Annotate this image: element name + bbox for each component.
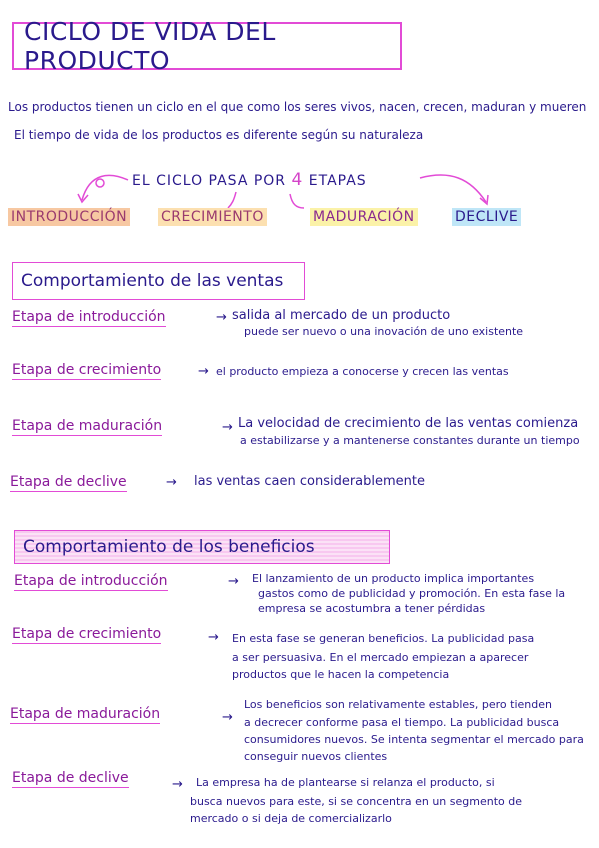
arrow-right-icon: → [222,710,233,725]
arrow-right-icon: → [166,475,177,490]
arrow-right-icon: → [198,364,209,379]
cycle-sentence [132,170,367,190]
arrow-right-icon: → [228,574,239,589]
intro-line-2: El tiempo de vida de los productos es diferente según su naturaleza [14,128,424,142]
profit-desc-declive-3: mercado o si deja de comercializarlo [190,812,392,825]
profit-desc-introduccion-3: empresa se acostumbra a tener pérdidas [258,602,486,615]
sales-label-introduccion: Etapa de introducción [12,309,166,325]
profit-desc-maduracion-3: consumidores nuevos. Se intenta segmentar el mercado para [244,733,584,746]
sales-label-maduracion: Etapa de maduración [12,418,163,434]
profit-heading: Comportamiento de los beneficios [14,530,390,564]
sales-desc-declive-1: las ventas caen considerablemente [194,474,426,489]
sales-desc-crecimiento-1: el producto empieza a conocerse y crecen las ventas [216,365,509,378]
profit-desc-maduracion-2: a decrecer conforme pasa el tiempo. La publicidad busca [244,716,560,729]
page-title: CICLO DE VIDA DEL PRODUCTO [24,17,276,75]
sales-label-declive: Etapa de declive [10,474,127,490]
profit-label-introduccion: Etapa de introducción [14,573,168,589]
arrow-right-icon: → [216,310,227,325]
profit-desc-declive-1: La empresa ha de plantearse si relanza el producto, si [196,776,495,789]
profit-label-declive: Etapa de declive [12,770,129,786]
intro-line-1: Los productos tienen un ciclo en el que como los seres vivos, nacen, crecen, maduran y mueren [8,100,587,114]
stage-declive: DECLIVE [452,208,521,226]
sales-desc-introduccion-1: salida al mercado de un producto [232,308,451,323]
cycle-text-after: ETAPAS [308,173,367,189]
sales-heading: Comportamiento de las ventas [12,262,305,300]
profit-desc-maduracion-4: conseguir nuevos clientes [244,750,388,763]
arrow-right-icon: → [172,777,183,792]
profit-desc-crecimiento-1: En esta fase se generan beneficios. La publicidad pasa [232,632,535,645]
profit-desc-maduracion-1: Los beneficios son relativamente estables, pero tienden [244,698,552,711]
profit-label-maduracion: Etapa de maduración [10,706,161,722]
stage-maduracion: MADURACIÓN [310,208,418,226]
profit-desc-crecimiento-2: a ser persuasiva. En el mercado empiezan a aparecer [232,651,529,664]
stage-introduccion: INTRODUCCIÓN [8,208,130,226]
profit-desc-introduccion-1: El lanzamiento de un producto implica importantes [252,572,535,585]
profit-desc-introduccion-2: gastos como de publicidad y promoción. En esta fase la [258,587,566,600]
sales-label-crecimiento: Etapa de crecimiento [12,362,162,378]
profit-desc-declive-2: busca nuevos para este, si se concentra en un segmento de [190,795,522,808]
sales-desc-maduracion-1: La velocidad de crecimiento de las ventas comienza [238,416,579,431]
cycle-text-before: EL CICLO PASA POR [132,173,287,189]
cycle-number: 4 [291,170,304,190]
stage-crecimiento: CRECIMIENTO [158,208,267,226]
sales-desc-introduccion-2: puede ser nuevo o una inovación de uno existente [244,325,524,338]
profit-desc-crecimiento-3: productos que le hacen la competencia [232,668,450,681]
arrow-right-icon: → [208,630,219,645]
profit-label-crecimiento: Etapa de crecimiento [12,626,162,642]
sales-desc-maduracion-2: a estabilizarse y a mantenerse constantes durante un tiempo [240,434,580,447]
arrow-right-icon: → [222,420,233,435]
